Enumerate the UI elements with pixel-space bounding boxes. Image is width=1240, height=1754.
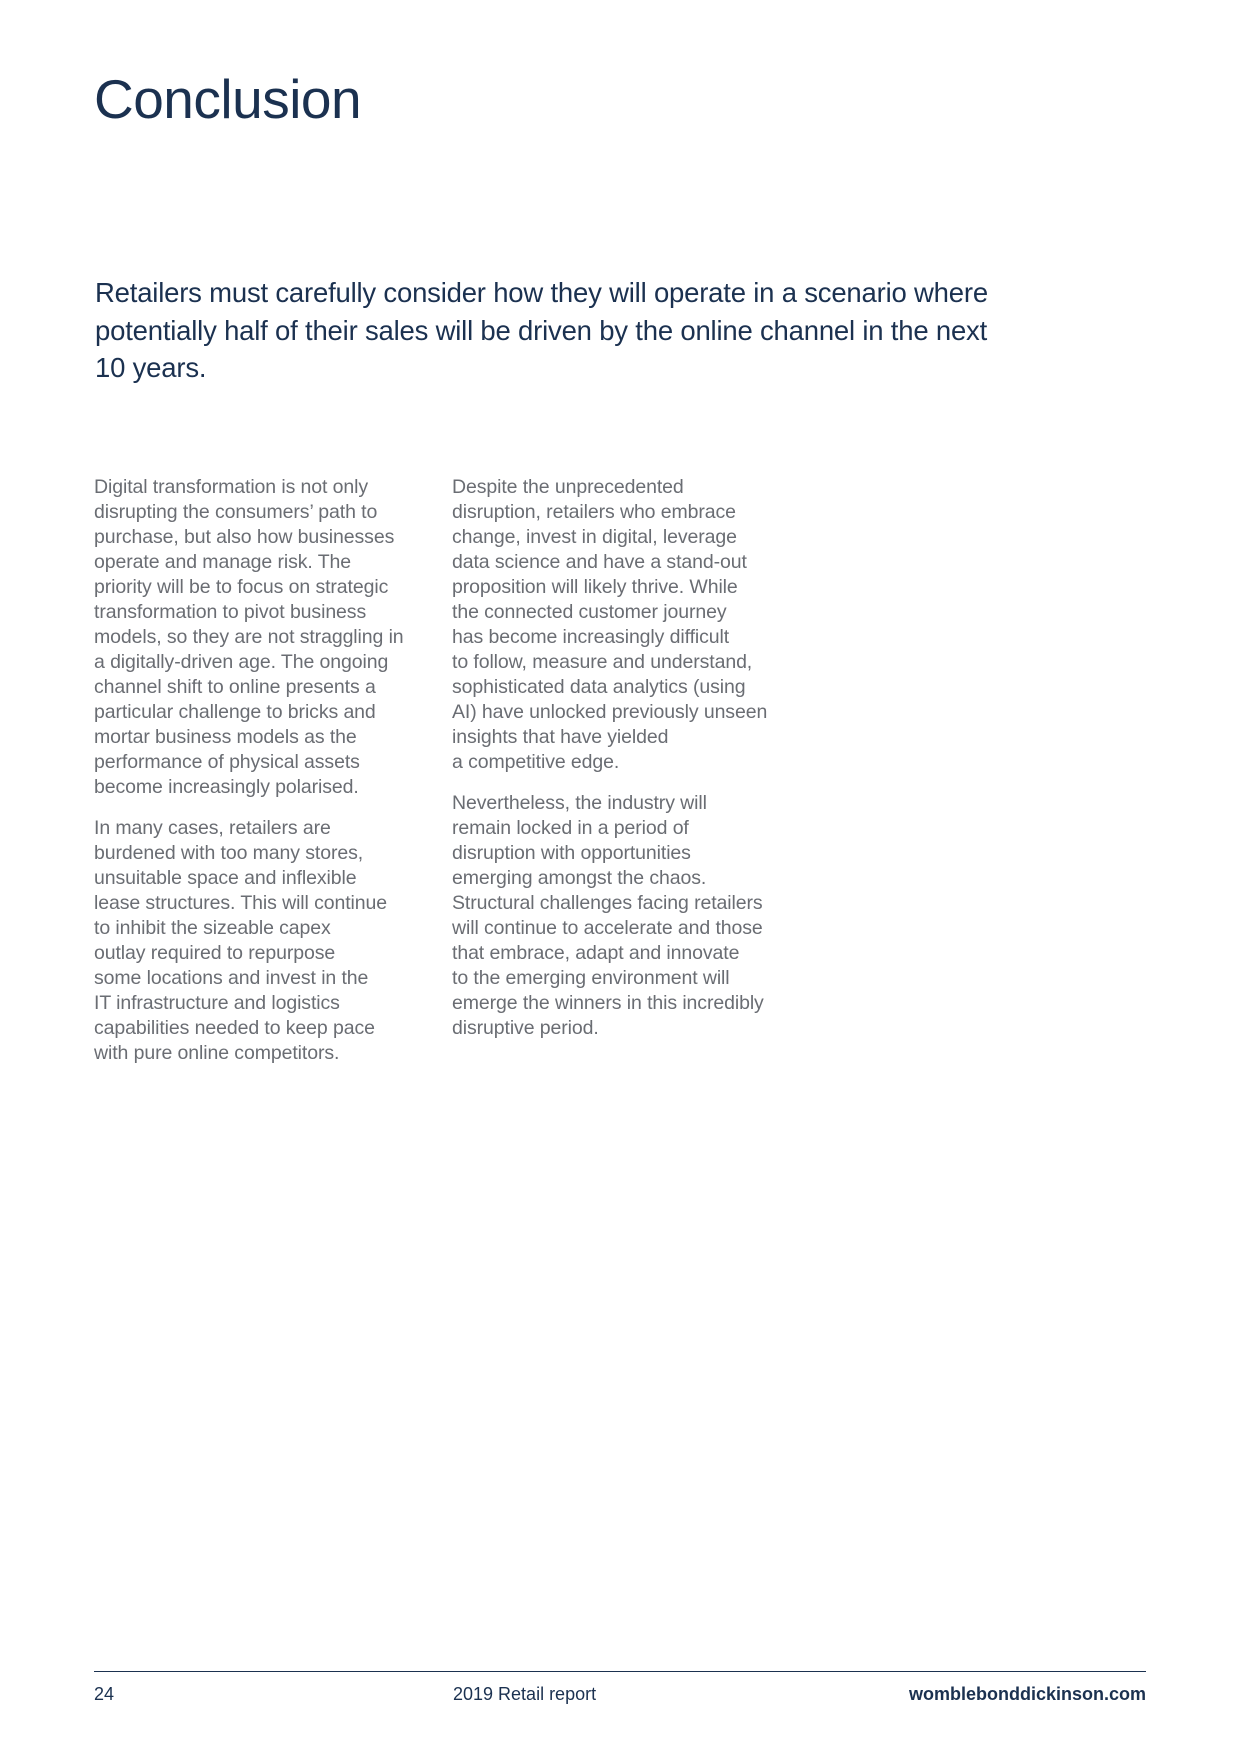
body-column-left xyxy=(94,475,434,1082)
page-title: Conclusion xyxy=(94,68,362,130)
report-name: 2019 Retail report xyxy=(453,1684,597,1704)
footer-divider xyxy=(94,1671,1146,1672)
body-paragraph: Despite the unprecedented disruption, retailers who embrace change, invest in digital, leverage data science and have a stand-out proposition will likely thrive. While the connected customer journey has become increasingly difficult to follow, measure and understand, sophisticated data analytics (using AI) have unlocked previously unseen insights that have yielded a competitive edge. xyxy=(452,476,768,773)
body-paragraph: In many cases, retailers are burdened with too many stores, unsuitable space and inflexible lease structures. This will continue to inhibit the sizeable capex outlay required to repurpose some locations and invest in the IT infrastructure and logistics capabilities needed to keep pace with pure online competitors. xyxy=(94,817,388,1064)
body-paragraph: Digital transformation is not only disrupting the consumers’ path to purchase, but also how businesses operate and manage risk. The priority will be to focus on strategic transformation to pivot business models, so they are not straggling in a digitally-driven age. The ongoing channel shift to online presents a particular challenge to bricks and mortar business models as the performance of physical assets become increasingly polarised. xyxy=(94,476,404,798)
page-number: 24 xyxy=(94,1684,115,1704)
intro-statement: Retailers must carefully consider how they will operate in a scenario where potentially half of their sales will be driven by the online channel in the next 10 years. xyxy=(95,277,988,383)
website-link[interactable]: womblebonddickinson.com xyxy=(908,1684,1146,1704)
body-paragraph: Nevertheless, the industry will remain locked in a period of disruption with opportunities emerging amongst the chaos. Structural challenges facing retailers will continue to accelerate and those that embrace, adapt and innovate to the emerging environment will emerge the winners in this incredibly disruptive period. xyxy=(452,792,764,1039)
body-column-right xyxy=(452,475,802,1057)
